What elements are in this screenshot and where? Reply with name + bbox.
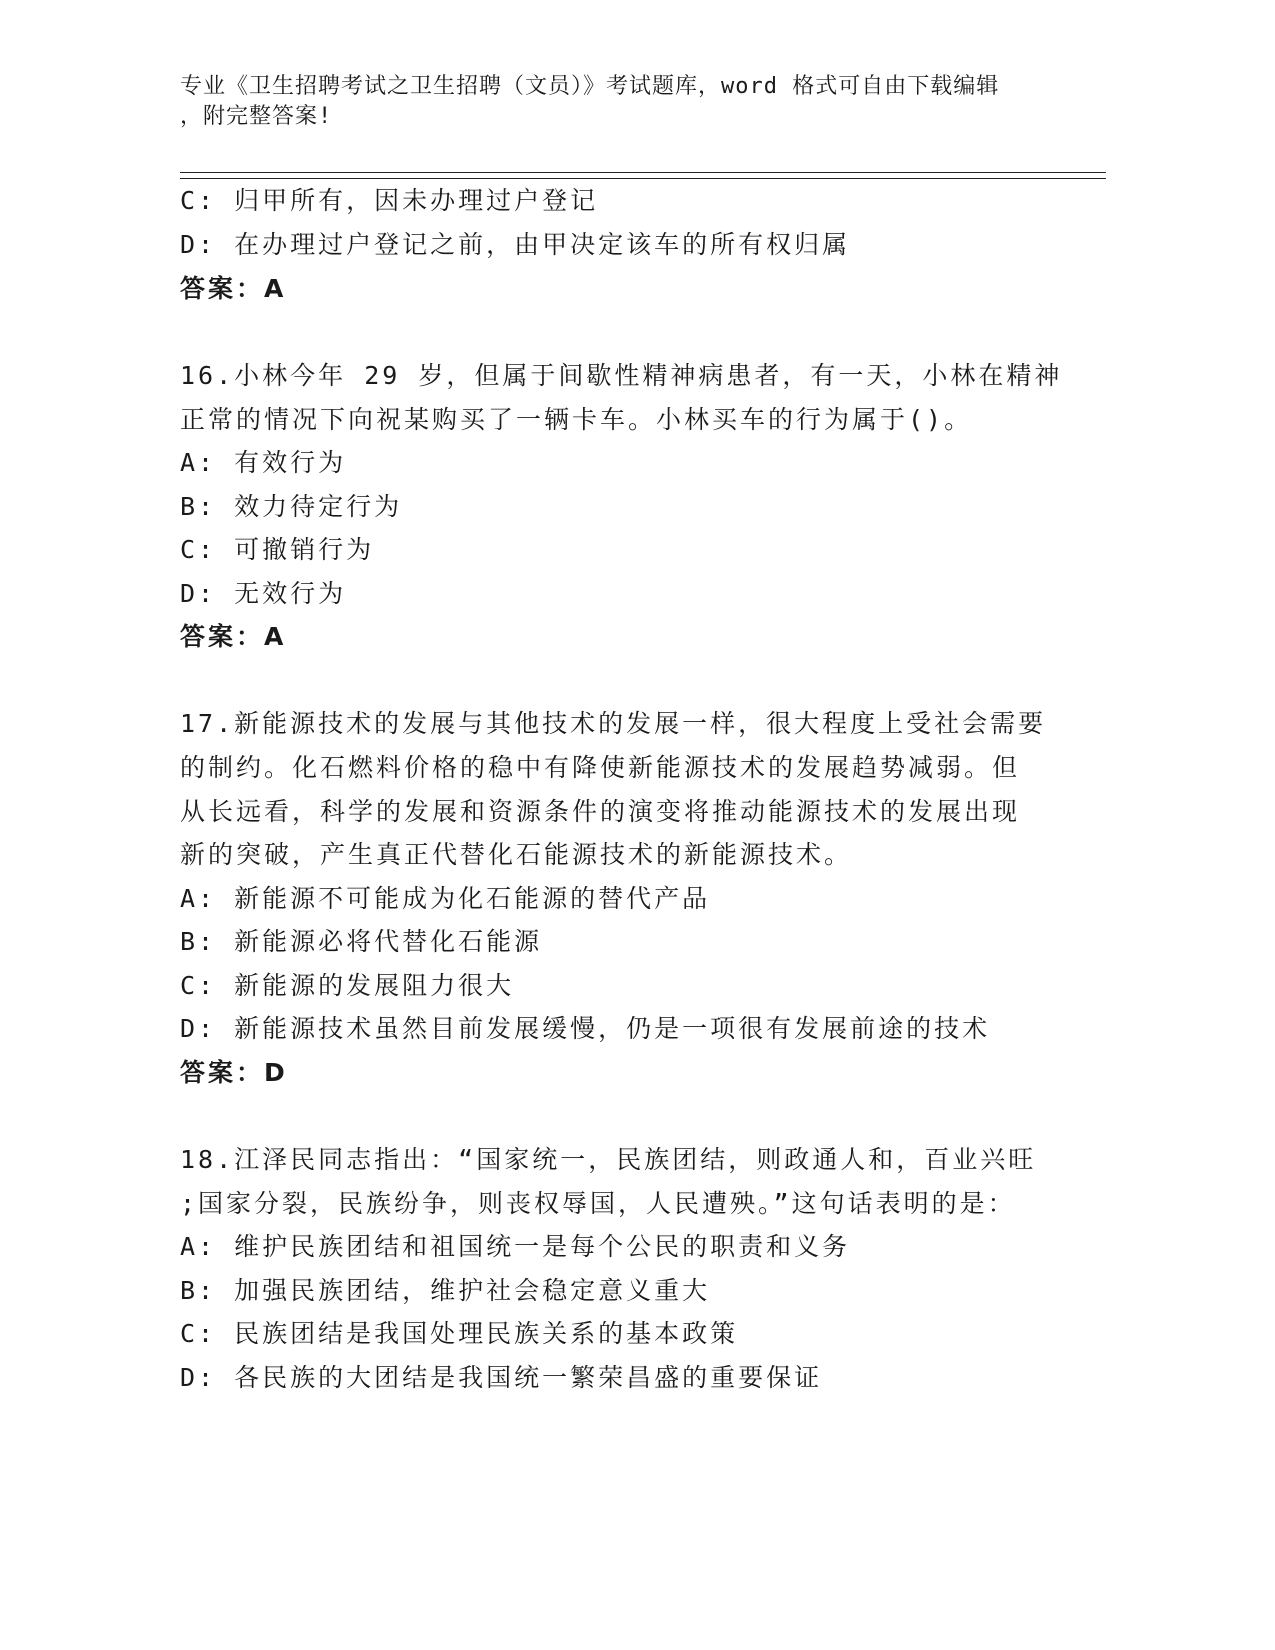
q18-stem-line-1: 18.江泽民同志指出：“国家统一，民族团结，则政通人和，百业兴旺	[180, 1145, 1037, 1174]
q16-option-d: D: 无效行为	[180, 579, 347, 608]
q17-option-b: B: 新能源必将代替化石能源	[180, 927, 543, 956]
q18-option-d: D: 各民族的大团结是我国统一繁荣昌盛的重要保证	[180, 1363, 823, 1392]
q17-stem-line-3: 从长远看，科学的发展和资源条件的演变将推动能源技术的发展出现	[180, 797, 1021, 826]
q16-answer: 答案：A	[180, 622, 287, 651]
q16-option-c: C: 可撤销行为	[180, 535, 375, 564]
q17-option-c: C: 新能源的发展阻力很大	[180, 971, 515, 1000]
header-title-line-2: ，附完整答案!	[180, 104, 333, 129]
q17-stem-line-1: 17.新能源技术的发展与其他技术的发展一样，很大程度上受社会需要	[180, 709, 1047, 738]
q16-option-a: A: 有效行为	[180, 448, 347, 477]
q17-option-d: D: 新能源技术虽然目前发展缓慢，仍是一项很有发展前途的技术	[180, 1014, 991, 1043]
q16-stem-line-1: 16.小林今年 29 岁，但属于间歇性精神病患者，有一天，小林在精神	[180, 361, 1063, 390]
q17-option-a: A: 新能源不可能成为化石能源的替代产品	[180, 884, 711, 913]
header-divider-bottom	[180, 178, 1106, 179]
document-header	[180, 72, 1060, 132]
q16-stem-line-2: 正常的情况下向祝某购买了一辆卡车。小林买车的行为属于()。	[180, 405, 973, 434]
q18-option-a: A: 维护民族团结和祖国统一是每个公民的职责和义务	[180, 1232, 851, 1261]
q15-option-d: D: 在办理过户登记之前，由甲决定该车的所有权归属	[180, 230, 851, 259]
header-title-line-1: 专业《卫生招聘考试之卫生招聘（文员）》考试题库，word 格式可自由下载编辑	[180, 74, 1000, 99]
header-divider-top	[180, 172, 1106, 173]
q16-option-b: B: 效力待定行为	[180, 492, 403, 521]
q15-answer: 答案：A	[180, 274, 287, 303]
q15-option-c: C: 归甲所有，因未办理过户登记	[180, 186, 599, 215]
q17-stem-line-2: 的制约。化石燃料价格的稳中有降使新能源技术的发展趋势减弱。但	[180, 753, 1021, 782]
q18-option-b: B: 加强民族团结，维护社会稳定意义重大	[180, 1276, 711, 1305]
q17-answer: 答案：D	[180, 1058, 288, 1087]
q17-stem-line-4: 新的突破，产生真正代替化石能源技术的新能源技术。	[180, 840, 853, 869]
q18-stem-line-2: ;国家分裂，民族纷争，则丧权辱国，人民遭殃。”这句话表明的是：	[180, 1189, 1016, 1218]
q18-option-c: C: 民族团结是我国处理民族关系的基本政策	[180, 1319, 739, 1348]
